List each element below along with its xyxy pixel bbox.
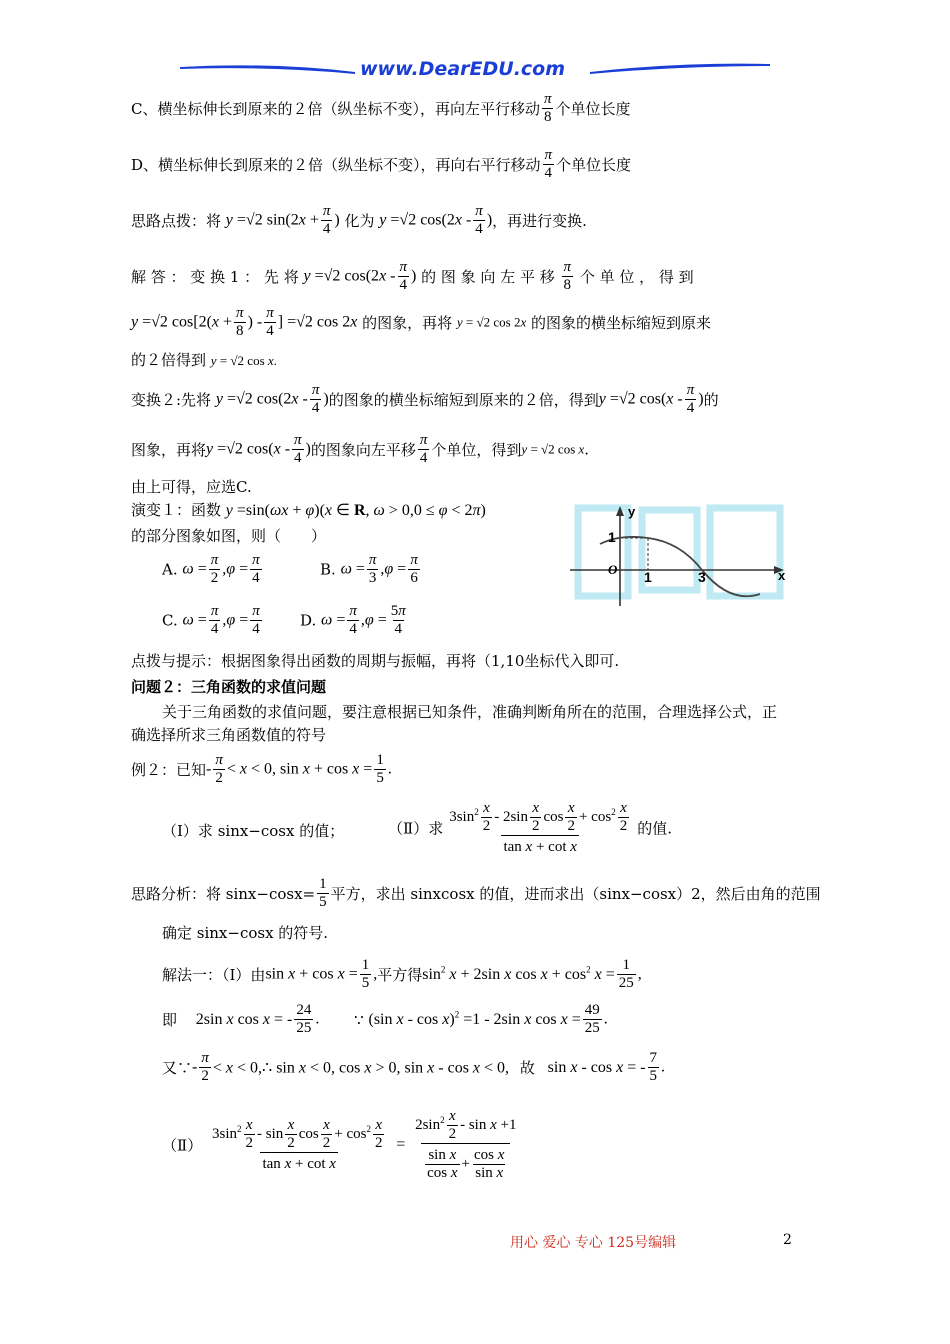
formula: ,φ = bbox=[360, 611, 387, 629]
answer-line-1 bbox=[131, 259, 694, 294]
formula: y =√2 cos(2x - bbox=[303, 267, 396, 285]
formula: ,φ = bbox=[380, 560, 407, 578]
option-b[interactable] bbox=[320, 552, 422, 587]
text: 思路点拨：将 bbox=[131, 212, 222, 230]
fraction: $\frac{\pi}{4}$ bbox=[419, 432, 428, 466]
label: D. bbox=[300, 611, 317, 630]
watermark bbox=[578, 508, 780, 596]
paragraph: 关于三角函数的求值问题，要注意根据已知条件，准确判断角所在的范围，合理选择公式，正 bbox=[162, 703, 778, 721]
formula: y =√2 cos[2(x + bbox=[131, 313, 233, 331]
text: 解 答 ： 变 换 1 ： 先 将 bbox=[131, 268, 299, 286]
text: 变换２:先将 bbox=[131, 391, 212, 409]
formula: < x < 0, sin x + cos x = bbox=[226, 760, 373, 778]
fraction: $\frac{\pi}{8}$ bbox=[236, 305, 244, 339]
formula: y =√2 cos(2x - bbox=[379, 211, 472, 229]
fraction: $\frac{\pi}{2}$ bbox=[215, 752, 223, 786]
text: 思路分析：将 sinx−cosx= bbox=[131, 885, 316, 903]
fraction: $\frac{\pi}{4}$ bbox=[252, 603, 260, 637]
section-title: 问题２：三角函数的求值问题 bbox=[131, 678, 327, 696]
formula: ω = bbox=[182, 611, 207, 629]
fraction: $\frac{\pi}{4}$ bbox=[210, 603, 219, 637]
option-c-line bbox=[131, 91, 631, 126]
solution-line-1: 解法一：（Ⅰ）由sin x + cos x = $\frac{1}{5}$ ,平方得$\sin^2 x + 2\sin$ x $\cos x + \cos^2 x$ = $\frac{1}{25}$ , bbox=[162, 957, 642, 991]
text: 的图象，再将 bbox=[362, 314, 453, 332]
variation-1 bbox=[131, 499, 486, 520]
text: 个 单 位 ， 得 到 bbox=[579, 268, 694, 286]
fraction: $\frac{1}{5}$ bbox=[376, 752, 384, 786]
label: C. bbox=[162, 611, 178, 630]
x-tick-1: 1 bbox=[644, 569, 652, 585]
hint-line bbox=[131, 203, 587, 238]
formula: ,φ = bbox=[222, 560, 249, 578]
text: 故 bbox=[519, 1059, 535, 1077]
text: C、横坐标伸长到原来的２倍（纵坐标不变），再向左平行移动 bbox=[131, 100, 540, 118]
formula: < x < 0,∴ sin x < 0, cos x > 0, sin x - cos x < 0, bbox=[212, 1059, 510, 1077]
part-2 bbox=[388, 800, 672, 856]
text: 的图象向左平移 bbox=[310, 441, 416, 459]
formula: sin x + cos x = bbox=[265, 965, 358, 983]
transform2-line-b bbox=[131, 432, 589, 467]
fraction: $\frac{\pi}{8}$ bbox=[543, 91, 552, 125]
big-fraction: $2\sin^2$ $\frac{x}{2}$ - sin x +1 $\frac{\text{sin x}}{\text{cos x}}$ + $\frac{\text{cos x}}{\text{sin x}}$ bbox=[415, 1108, 517, 1181]
formula: y =sin(ωx + φ)(x ∈ R, ω > 0,0 ≤ φ < 2π) bbox=[225, 502, 486, 519]
footer-text: 用心 爱心 专心 125号编辑 bbox=[510, 1235, 677, 1251]
conclusion: 由上可得，应选C. bbox=[131, 478, 252, 496]
text: 又∵ bbox=[162, 1059, 193, 1077]
text: 图象，再将 bbox=[131, 441, 207, 459]
text: D、横坐标伸长到原来的２倍（纵坐标不变），再向右平行移动 bbox=[131, 156, 541, 174]
text: 个单位长度 bbox=[556, 156, 632, 174]
formula: y = √2 cos x bbox=[521, 441, 585, 457]
text: 平方得 bbox=[377, 966, 423, 984]
formula: ) bbox=[698, 390, 704, 408]
text: 的 bbox=[703, 391, 719, 409]
fraction: $\frac{\pi}{4}$ bbox=[399, 259, 408, 293]
fraction: $\frac{1}{5}$ bbox=[361, 957, 370, 991]
option-d-line bbox=[131, 147, 631, 182]
formula: - bbox=[206, 760, 212, 778]
text: （Ⅱ） bbox=[162, 1136, 203, 1155]
text: ，再进行变换. bbox=[492, 212, 587, 230]
y-tick-1: 1 bbox=[608, 529, 616, 545]
fraction: $\frac{\pi}{4}$ bbox=[544, 147, 553, 181]
formula: ω = bbox=[182, 560, 207, 578]
formula: y = √2 cos 2x bbox=[456, 314, 527, 330]
formula: ω = bbox=[340, 560, 365, 578]
text: 的图象的横坐标缩短到原来的２倍，得到 bbox=[328, 391, 599, 409]
x-tick-3: 3 bbox=[698, 569, 706, 585]
formula: ,φ = bbox=[222, 611, 249, 629]
answer-line-2 bbox=[131, 305, 711, 340]
tip: 点拨与提示：根据图象得出函数的周期与振幅，再将（1,10坐标代入即可. bbox=[131, 652, 620, 670]
fraction: $\frac{7}{5}$ bbox=[649, 1050, 658, 1084]
site-url[interactable]: www.DearEDU.com bbox=[360, 58, 566, 80]
fraction: $\frac{1}{25}$ bbox=[618, 957, 634, 991]
fraction: $\frac{\pi}{4}$ bbox=[349, 603, 357, 637]
fraction: $\frac{49}{25}$ bbox=[584, 1002, 600, 1036]
formula: y =√2 cos(x - bbox=[206, 440, 291, 458]
fraction: $\frac{1}{5}$ bbox=[319, 876, 327, 910]
solution-line-3: 又∵- $\frac{\pi}{2}$ < x < 0,∴ sin x < 0, cos x > 0, sin x - cos x < 0, 故 sin x - cos x = - $\frac{7}{5}$ . bbox=[162, 1050, 666, 1084]
site-header bbox=[180, 58, 770, 84]
solution-part-2: （Ⅱ） $3\sin^2$ $\frac{x}{2}$ - sin $\frac{x}{2}$ cos $\frac{x}{2}$ + $\cos^2$ $\frac{x}{2}$ tan x + cot x = $2\sin^2$ $\frac{x}{2}$ - sin x +1 $\frac{\text{sin x}}{\text{cos x}}$ + $\frac{\text{cos x}}{\text{sin x}}$ bbox=[162, 1108, 521, 1182]
fraction: $\frac{\pi}{4}$ bbox=[311, 382, 320, 416]
text: 个单位长度 bbox=[555, 100, 631, 118]
label: A. bbox=[162, 560, 178, 579]
fraction: $\frac{\pi}{4}$ bbox=[686, 382, 695, 416]
formula: ) bbox=[411, 267, 417, 285]
origin-label: O bbox=[608, 562, 618, 577]
formula: y = √2 cos x. bbox=[210, 353, 277, 368]
fraction: $\frac{\pi}{4}$ bbox=[475, 203, 483, 237]
part-1: （Ⅰ）求 sinx−cosx 的值； bbox=[162, 822, 345, 840]
formula: ω = bbox=[321, 611, 346, 629]
text: 化为 bbox=[344, 212, 375, 230]
text: 演变１：函数 bbox=[131, 501, 222, 519]
text: 的２倍得到 bbox=[131, 351, 207, 369]
fraction: $\frac{24}{25}$ bbox=[296, 1002, 312, 1036]
fraction: $\frac{\pi}{4}$ bbox=[252, 552, 260, 586]
text: 即 bbox=[162, 1011, 178, 1029]
formula: $\sin^2 x + 2\sin$ x $\cos x + \cos^2 x$ = bbox=[422, 964, 615, 984]
formula: ] =√2 cos 2x bbox=[277, 313, 358, 331]
formula: 2sin x cos x = - bbox=[195, 1010, 293, 1028]
text: 平方，求出 sinxcosx 的值，进而求出（sinx−cosx）2，然后由角的范围 bbox=[330, 885, 821, 903]
option-d[interactable] bbox=[300, 603, 410, 638]
text: 解法一：（Ⅰ）由 bbox=[162, 966, 266, 984]
formula: y =√2 cos(x - bbox=[598, 390, 683, 408]
text: 的值. bbox=[637, 819, 672, 838]
formula: ) bbox=[334, 211, 340, 229]
fraction: $\frac{\pi}{4}$ bbox=[266, 305, 274, 339]
text: . bbox=[584, 440, 590, 459]
text: 的图象的横坐标缩短到原来 bbox=[531, 314, 712, 332]
variation-1-question: 的部分图象如图，则（ ） bbox=[131, 527, 327, 545]
option-a[interactable] bbox=[162, 552, 264, 587]
big-fraction: $3\sin^2$ $\frac{x}{2}$ - sin $\frac{x}{2}$ cos $\frac{x}{2}$ + $\cos^2$ $\frac{x}{2}$ tan x + cot x bbox=[211, 1117, 383, 1172]
label: B. bbox=[320, 560, 336, 579]
x-label: x bbox=[778, 568, 786, 583]
fraction: $\frac{\pi}{4}$ bbox=[294, 432, 302, 466]
formula: y =√2 sin(2x + bbox=[225, 211, 319, 229]
formula: (sin x - cos x)$^2$ =1 - 2sin x cos x = bbox=[368, 1009, 581, 1029]
fraction: $\frac{5\pi}{4}$ bbox=[390, 603, 406, 637]
transform2-line-a bbox=[131, 382, 719, 417]
formula: ) bbox=[323, 390, 329, 408]
formula: ) bbox=[305, 440, 311, 458]
formula: sin x - cos x = - bbox=[547, 1058, 646, 1076]
solution-line-2: 即 2sin x cos x = - $\frac{24}{25}$ . ∵ (sin x - cos x)$^2$ =1 - 2sin x cos x = $\frac{49}{25}$ . bbox=[162, 1002, 608, 1036]
text: ∵ bbox=[354, 1010, 364, 1029]
fraction: $\frac{\pi}{8}$ bbox=[563, 259, 572, 293]
fraction: $\frac{\pi}{6}$ bbox=[410, 552, 418, 586]
formula: ) - bbox=[247, 313, 263, 331]
fraction: $\frac{\pi}{2}$ bbox=[201, 1050, 209, 1084]
formula: ) bbox=[486, 211, 493, 229]
y-label: y bbox=[628, 504, 636, 519]
fraction: $\frac{\pi}{4}$ bbox=[322, 203, 331, 237]
answer-line-3 bbox=[131, 349, 277, 370]
formula: . bbox=[387, 760, 392, 778]
option-c[interactable] bbox=[162, 603, 264, 638]
text: 例２：已知 bbox=[131, 761, 207, 779]
fraction: $\frac{\pi}{3}$ bbox=[368, 552, 377, 586]
formula: y =√2 cos(2x - bbox=[215, 390, 308, 408]
text: 个单位，得到 bbox=[431, 441, 522, 459]
example-2 bbox=[131, 752, 392, 787]
text: 的 图 象 向 左 平 移 bbox=[421, 268, 555, 286]
sine-graph bbox=[570, 500, 792, 610]
big-fraction: $3\sin^2$ $\frac{x}{2}$ - 2sin $\frac{x}{2}$ cos $\frac{x}{2}$ + $\cos^2$ $\frac{x}{2}$ tan x + cot x bbox=[449, 800, 628, 855]
analysis-line-1 bbox=[131, 876, 821, 911]
page-number: 2 bbox=[783, 1232, 792, 1248]
analysis-line-2: 确定 sinx−cosx 的符号. bbox=[162, 924, 329, 942]
paragraph: 确选择所求三角函数值的符号 bbox=[131, 726, 327, 744]
text: （Ⅱ）求 bbox=[388, 819, 444, 838]
fraction: $\frac{\pi}{2}$ bbox=[210, 552, 219, 586]
